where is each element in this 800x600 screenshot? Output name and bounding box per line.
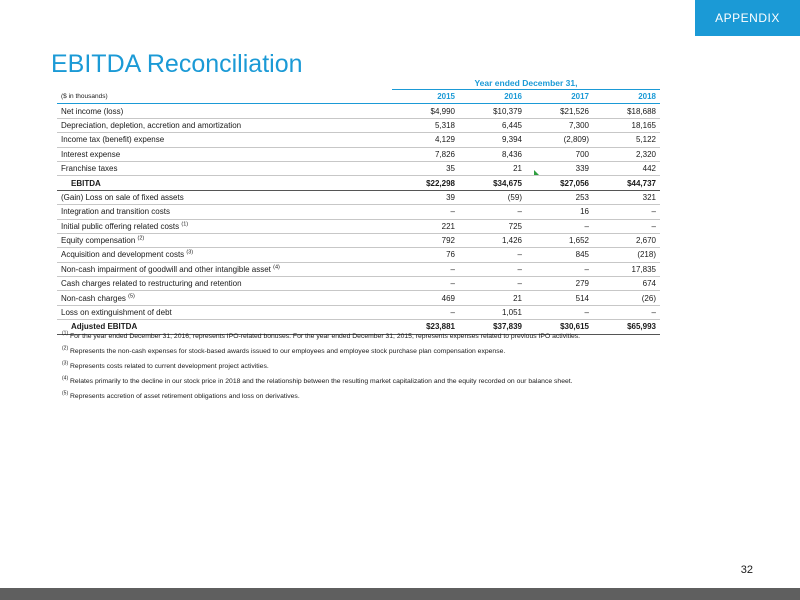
value-cell: 8,436: [459, 147, 526, 161]
value-cell: 39: [392, 190, 459, 204]
value-cell: $65,993: [593, 320, 660, 334]
year-header: 2015: [392, 90, 459, 104]
value-cell: 221: [392, 219, 459, 233]
year-header: 2016: [459, 90, 526, 104]
year-header: 2017: [526, 90, 593, 104]
row-label-text: Net income (loss): [61, 106, 124, 116]
appendix-label: APPENDIX: [715, 11, 780, 25]
value-cell: 21: [459, 291, 526, 305]
row-label: [57, 248, 392, 262]
value-cell: 2,320: [593, 147, 660, 161]
table-body: [57, 90, 660, 334]
footnote-number: (1): [62, 330, 69, 337]
value-cell: $30,615: [526, 320, 593, 334]
footnote: [62, 330, 702, 340]
table-row: [57, 305, 660, 319]
row-label-text: Loss on extinguishment of debt: [61, 308, 172, 318]
row-label-text: (Gain) Loss on sale of fixed assets: [61, 192, 184, 202]
row-label-text: Cash charges related to restructuring and retention: [61, 279, 242, 289]
table-row: [57, 147, 660, 161]
row-label-text: Integration and transition costs: [61, 207, 170, 217]
row-label: [57, 104, 392, 118]
value-cell: $18,688: [593, 104, 660, 118]
appendix-tab: [695, 0, 800, 36]
footnote: [62, 345, 702, 355]
footnote-ref: (1): [181, 221, 189, 228]
value-cell: –: [593, 305, 660, 319]
value-cell: 1,652: [526, 233, 593, 247]
value-cell: $34,675: [459, 176, 526, 190]
footnote: [62, 375, 702, 385]
value-cell: 9,394: [459, 133, 526, 147]
footnote: [62, 360, 702, 370]
value-cell: 514: [526, 291, 593, 305]
value-cell: 6,445: [459, 118, 526, 132]
footnote-number: (2): [62, 345, 69, 352]
value-cell: $21,526: [526, 104, 593, 118]
row-label: [57, 219, 392, 233]
table-row: [57, 205, 660, 219]
table-row: [57, 104, 660, 118]
value-cell: 7,826: [392, 147, 459, 161]
row-label-text: Adjusted EBITDA: [71, 322, 138, 332]
value-cell: 674: [593, 277, 660, 291]
row-label: [57, 147, 392, 161]
period-header: Year ended December 31,: [474, 78, 578, 88]
value-cell: –: [526, 262, 593, 276]
page-number: 32: [740, 564, 753, 576]
value-cell: (59): [459, 190, 526, 204]
value-cell: 321: [593, 190, 660, 204]
value-cell: 5,122: [593, 133, 660, 147]
row-label: [57, 205, 392, 219]
bottom-bar: [0, 588, 800, 600]
value-cell: 2,670: [593, 233, 660, 247]
row-label-text: Depreciation, depletion, accretion and amortization: [61, 120, 242, 130]
value-cell: 76: [392, 248, 459, 262]
value-cell: –: [526, 219, 593, 233]
total-row: [57, 320, 660, 334]
table-header-row: [57, 90, 660, 104]
footnote-ref: (5): [128, 293, 135, 299]
footnote-text: Relates primarily to the decline in our stock price in 2018 and the relationship between the resulting market capitalization and the equity recorded on our balance sheet.: [70, 378, 573, 385]
ebitda-reconciliation-table: [57, 90, 660, 335]
row-label-text: EBITDA: [71, 178, 101, 188]
value-cell: $4,990: [392, 104, 459, 118]
table-row: [57, 248, 660, 262]
table-row: [57, 233, 660, 247]
value-cell: 5,318: [392, 118, 459, 132]
footnote-number: (4): [62, 375, 69, 382]
value-cell: 442: [593, 161, 660, 175]
row-label-text: Franchise taxes: [61, 164, 118, 174]
value-cell: 792: [392, 233, 459, 247]
footnote-ref: (3): [186, 249, 194, 256]
value-cell: 1,051: [459, 305, 526, 319]
value-cell: –: [459, 205, 526, 219]
comment-marker-icon: [534, 170, 539, 175]
value-cell: 845: [526, 248, 593, 262]
value-cell: 339: [526, 161, 593, 175]
value-cell: 279: [526, 277, 593, 291]
page-title: EBITDA Reconciliation: [51, 50, 303, 78]
value-cell: 16: [526, 205, 593, 219]
table-row: [57, 291, 660, 305]
row-label: [57, 161, 392, 175]
table-row: [57, 277, 660, 291]
table-row: [57, 219, 660, 233]
total-row: [57, 176, 660, 190]
value-cell: –: [459, 262, 526, 276]
table-row: [57, 133, 660, 147]
value-cell: $44,737: [593, 176, 660, 190]
table-row: [57, 190, 660, 204]
value-cell: $22,298: [392, 176, 459, 190]
value-cell: 700: [526, 147, 593, 161]
row-label-text: Equity compensation: [61, 236, 136, 246]
row-label: [57, 262, 392, 276]
footnote-ref: (4): [273, 264, 280, 271]
value-cell: (26): [593, 291, 660, 305]
row-label-text: Initial public offering related costs: [61, 221, 180, 231]
value-cell: 253: [526, 190, 593, 204]
row-label: [57, 190, 392, 204]
footnote-number: (5): [62, 390, 69, 397]
value-cell: 35: [392, 161, 459, 175]
units-label: ($ in thousands): [57, 90, 392, 104]
row-label-text: Income tax (benefit) expense: [61, 135, 165, 145]
value-cell: $23,881: [392, 320, 459, 334]
table-row: [57, 118, 660, 132]
value-cell: –: [392, 205, 459, 219]
footnote-number: (3): [62, 360, 69, 367]
value-cell: (218): [593, 248, 660, 262]
value-cell: –: [392, 262, 459, 276]
table-row: [57, 262, 660, 276]
footnote: [62, 390, 702, 400]
value-cell: 469: [392, 291, 459, 305]
value-cell: –: [459, 248, 526, 262]
value-cell: –: [593, 205, 660, 219]
row-label: [57, 291, 392, 305]
row-label: [57, 305, 392, 319]
value-cell: –: [392, 305, 459, 319]
footnote-ref: (2): [137, 235, 145, 242]
footnote-text: Represents the non-cash expenses for stock-based awards issued to our employees and employee stock purchase plan compensation expense.: [70, 348, 506, 355]
row-label: [57, 233, 392, 247]
row-label-text: Acquisition and development costs: [61, 250, 185, 260]
value-cell: –: [459, 277, 526, 291]
value-cell: 1,426: [459, 233, 526, 247]
value-cell: $10,379: [459, 104, 526, 118]
footnotes: [62, 330, 702, 408]
value-cell: (2,809): [526, 133, 593, 147]
row-label: [57, 320, 392, 334]
value-cell: 18,165: [593, 118, 660, 132]
row-label: [57, 176, 392, 190]
footnote-text: Represents accretion of asset retirement obligations and loss on derivatives.: [70, 393, 300, 400]
value-cell: 4,129: [392, 133, 459, 147]
row-label: [57, 277, 392, 291]
value-cell: 21: [459, 161, 526, 175]
value-cell: $37,839: [459, 320, 526, 334]
value-cell: 17,835: [593, 262, 660, 276]
table-row: [57, 161, 660, 175]
year-header: 2018: [593, 90, 660, 104]
value-cell: 725: [459, 219, 526, 233]
value-cell: –: [593, 219, 660, 233]
footnote-text: Represents costs related to current development project activities.: [70, 363, 269, 370]
value-cell: $27,056: [526, 176, 593, 190]
row-label-text: Non-cash impairment of goodwill and other intangible asset: [61, 264, 271, 274]
value-cell: –: [526, 305, 593, 319]
value-cell: –: [392, 277, 459, 291]
row-label: [57, 118, 392, 132]
footnote-text: For the year ended December 31, 2016, represents IPO-related bonuses. For the year ended December 31, 2015, represents expenses related to previous IPO activities.: [70, 333, 581, 340]
row-label: [57, 133, 392, 147]
value-cell: 7,300: [526, 118, 593, 132]
row-label-text: Interest expense: [61, 149, 121, 159]
row-label-text: Non-cash charges: [61, 293, 126, 303]
